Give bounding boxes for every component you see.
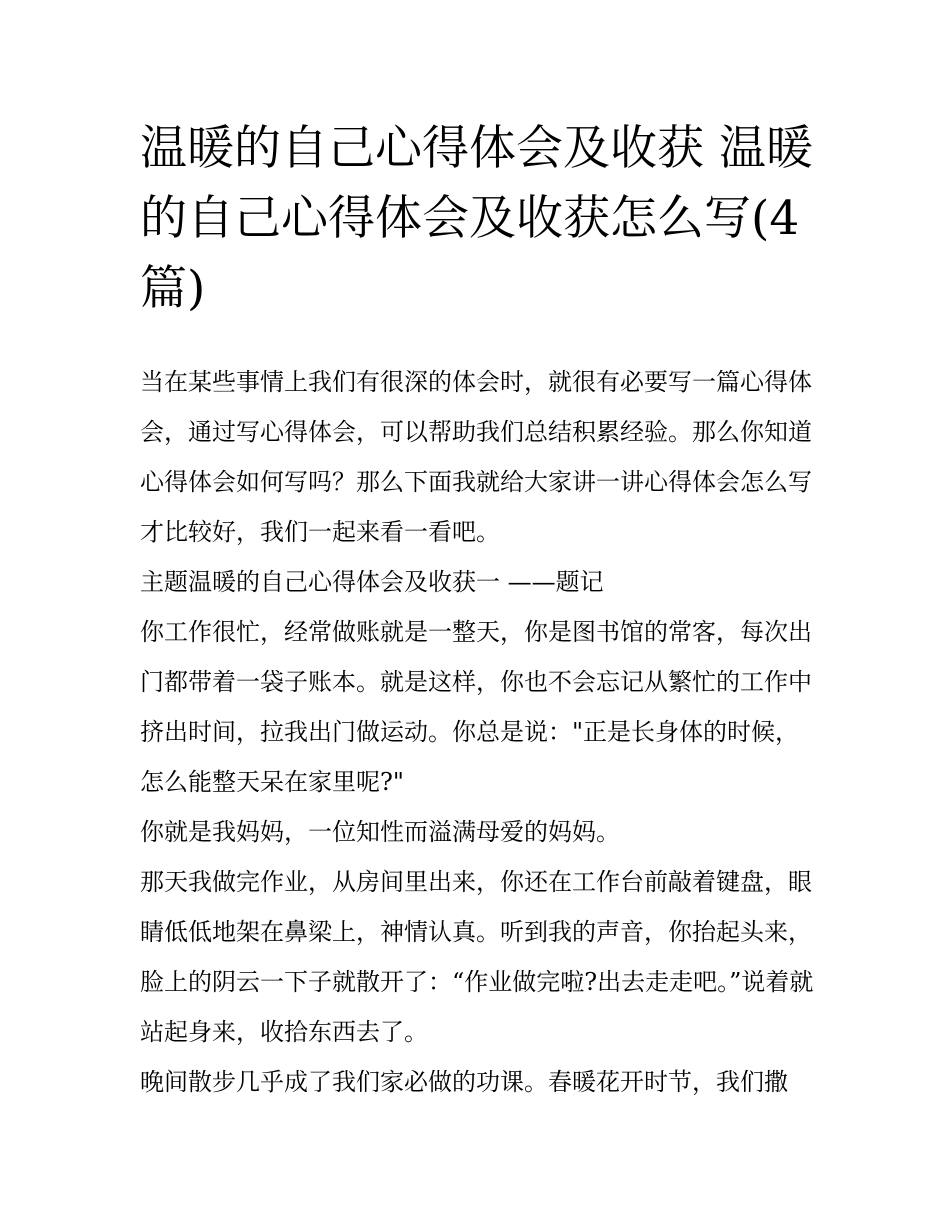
- body-paragraph: 你就是我妈妈，一位知性而溢满母爱的妈妈。: [140, 818, 620, 846]
- document-body: [140, 357, 820, 1107]
- body-paragraph: 晚间散步几乎成了我们家必做的功课。春暖花开时节，我们撒: [140, 1068, 788, 1096]
- body-paragraph: 你工作很忙，经常做账就是一整天，你是图书馆的常客，每次出门都带着一袋子账本。就是这样，你也不会忘记从繁忙的工作中挤出时间，拉我出门做运动。你总是说："正是长身体的时候，怎么能整天呆在家里呢?": [140, 618, 812, 796]
- body-paragraph: 那天我做完作业，从房间里出来，你还在工作台前敲着键盘，眼睛低低地架在鼻梁上，神情认真。听到我的声音，你抬起头来，脸上的阴云一下子就散开了：“作业做完啦?出去走走吧。”说着就站起身来，收拾东西去了。: [140, 868, 814, 1046]
- section-heading: 主题温暖的自己心得体会及收获一 ——题记: [140, 568, 604, 596]
- document-title: 温暖的自己心得体会及收获 温暖的自己心得体会及收获怎么写(4篇): [140, 121, 813, 316]
- intro-paragraph: 当在某些事情上我们有很深的体会时，就很有必要写一篇心得体会，通过写心得体会，可以帮助我们总结积累经验。那么你知道心得体会如何写吗？那么下面我就给大家讲一讲心得体会怎么写才比较好，我们一起来看一看吧。: [140, 368, 812, 546]
